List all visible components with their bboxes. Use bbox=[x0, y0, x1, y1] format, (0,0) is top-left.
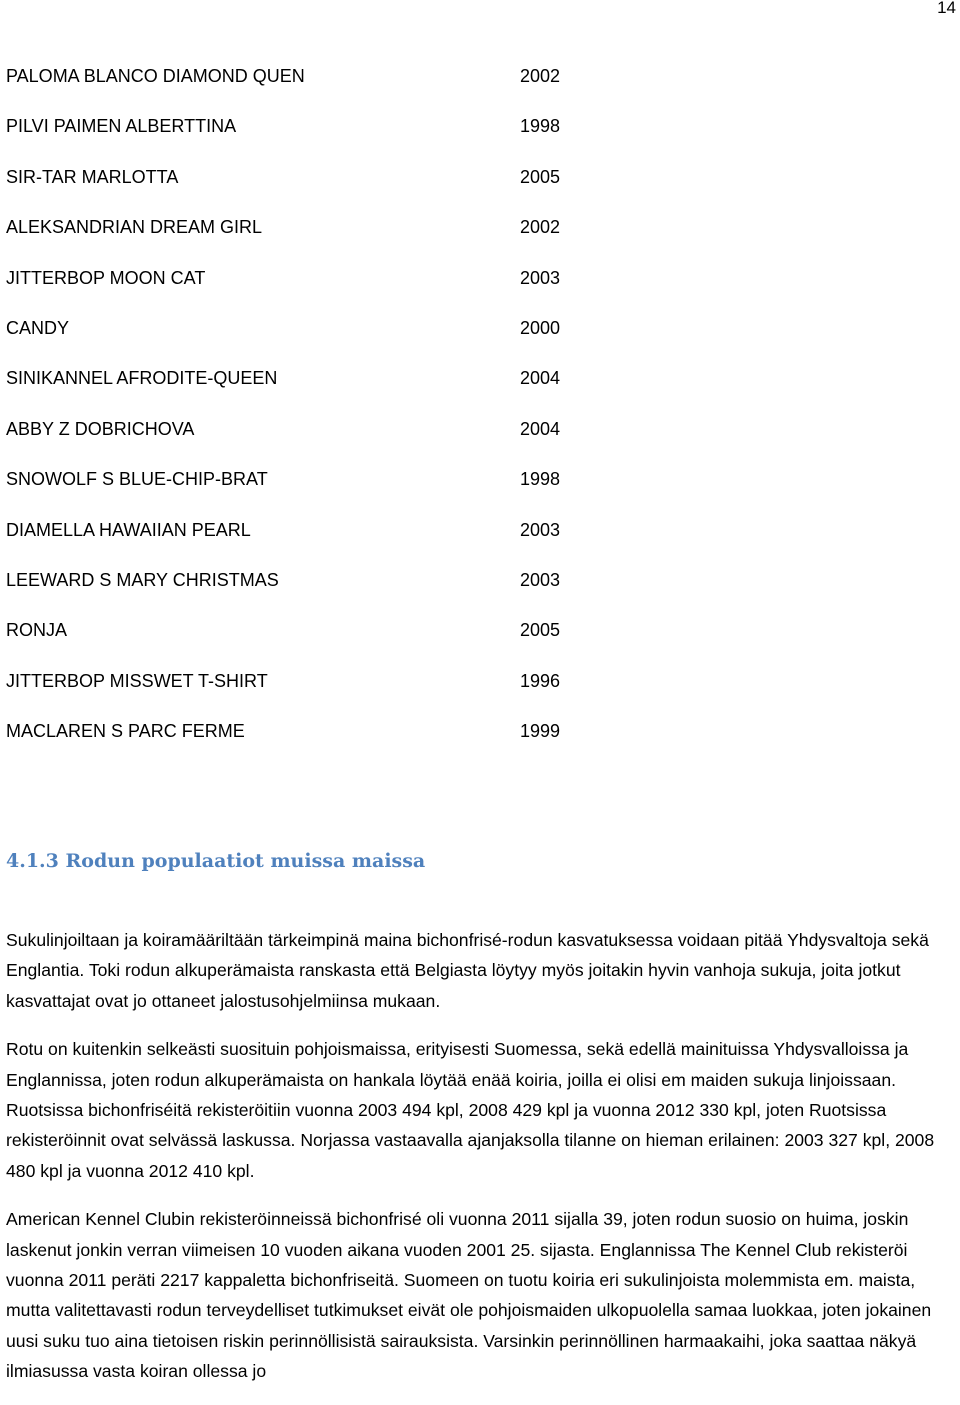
dog-name: JITTERBOP MOON CAT bbox=[6, 267, 206, 288]
paragraph: Rotu on kuitenkin selkeästi suosituin pohjoismaissa, erityisesti Suomessa, sekä edellä mainituissa Yhdysvalloissa ja Englannissa, joten rodun alkuperämaista on hankala löytää enää koiria, joilla ei olisi em maiden sukuja linjoissaan. Ruotsissa bichonfriséitä rekisteröitiin vuonna 2003 494 kpl, 2008 429 kpl ja vuonna 2012 330 kpl, joten Ruotsissa rekisteröinnit ovat selvässä laskussa. Norjassa vastaavalla ajanjaksolla tilanne on hieman erilainen: 2003 327 kpl, 2008 480 kpl ja vuonna 2012 410 kpl. bbox=[6, 1039, 935, 1181]
list-item bbox=[6, 617, 576, 667]
dog-year: 1996 bbox=[520, 670, 561, 691]
list-item bbox=[6, 517, 576, 567]
dog-year: 2003 bbox=[520, 569, 561, 590]
section-heading: 4.1.3 Rodun populaatiot muissa maissa bbox=[6, 850, 426, 872]
dog-name: SIR-TAR MARLOTTA bbox=[6, 166, 179, 187]
list-item bbox=[6, 668, 576, 718]
dog-year: 1998 bbox=[520, 116, 561, 137]
dog-name-list bbox=[6, 63, 576, 768]
dog-year: 2000 bbox=[520, 317, 561, 338]
section-body bbox=[6, 925, 956, 1405]
dog-name: JITTERBOP MISSWET T-SHIRT bbox=[6, 670, 268, 691]
dog-name: MACLAREN S PARC FERME bbox=[6, 721, 245, 742]
paragraph: Sukulinjoiltaan ja koiramääriltään tärkeimpinä maina bichonfrisé-rodun kasvatuksessa voidaan pitää Yhdysvaltoja sekä Englantia. Toki rodun alkuperämaista ranskasta että Belgiasta löytyy myös joitakin hyvin vanhoja sukuja, joita jotkut kasvattajat ovat jo ottaneet jalostusohjelmiinsa mukaan. bbox=[6, 930, 929, 1011]
dog-year: 2005 bbox=[520, 620, 561, 641]
dog-year: 2003 bbox=[520, 267, 561, 288]
dog-name: ABBY Z DOBRICHOVA bbox=[6, 418, 195, 439]
list-item bbox=[6, 466, 576, 516]
list-item bbox=[6, 315, 576, 365]
list-item bbox=[6, 113, 576, 163]
dog-year: 1999 bbox=[520, 721, 561, 742]
list-item bbox=[6, 365, 576, 415]
dog-year: 1998 bbox=[520, 469, 561, 490]
dog-name: ALEKSANDRIAN DREAM GIRL bbox=[6, 217, 263, 238]
dog-name: SINIKANNEL AFRODITE-QUEEN bbox=[6, 368, 278, 389]
dog-name: SNOWOLF S BLUE-CHIP-BRAT bbox=[6, 469, 268, 490]
list-item bbox=[6, 164, 576, 214]
dog-name: RONJA bbox=[6, 620, 68, 641]
dog-year: 2004 bbox=[520, 368, 561, 389]
dog-name: LEEWARD S MARY CHRISTMAS bbox=[6, 569, 279, 590]
dog-year: 2002 bbox=[520, 217, 561, 238]
list-item bbox=[6, 214, 576, 264]
dog-year: 2002 bbox=[520, 66, 561, 86]
dog-year: 2003 bbox=[520, 519, 561, 540]
list-item bbox=[6, 265, 576, 315]
list-item bbox=[6, 718, 576, 768]
dog-name: PALOMA BLANCO DIAMOND QUEN bbox=[6, 66, 305, 86]
paragraph: American Kennel Clubin rekisteröinneissä bichonfrisé oli vuonna 2011 sijalla 39, joten rodun suosio on huima, joskin laskenut jonkin verran viimeisen 10 vuoden aikana vuoden 2001 25. sijasta. Englannissa The Kennel Club rekisteröi vuonna 2011 peräti 2217 kappaletta bichonfriseitä. Suomeen on tuotu koiria eri sukulinjoista molemmista em. maista, mutta valitettavasti rodun terveydelliset tutkimukset eivät ole pohjoismaiden ulkopuolella samaa luokkaa, joten jokainen uusi suku tuo aina tietoisen riskin perinnöllisistä sairauksista. Varsinkin perinnöllinen harmaakaihi, joka saattaa näkyä ilmiasussa vasta koiran ollessa jo bbox=[6, 1209, 932, 1382]
dog-year: 2005 bbox=[520, 166, 561, 187]
dog-year: 2004 bbox=[520, 418, 561, 439]
dog-name: DIAMELLA HAWAIIAN PEARL bbox=[6, 519, 251, 540]
dog-name: PILVI PAIMEN ALBERTTINA bbox=[6, 116, 237, 137]
dog-name: CANDY bbox=[6, 317, 70, 338]
list-item bbox=[6, 567, 576, 617]
list-item bbox=[6, 63, 576, 113]
list-item bbox=[6, 416, 576, 466]
page-number: 14 bbox=[937, 0, 956, 17]
